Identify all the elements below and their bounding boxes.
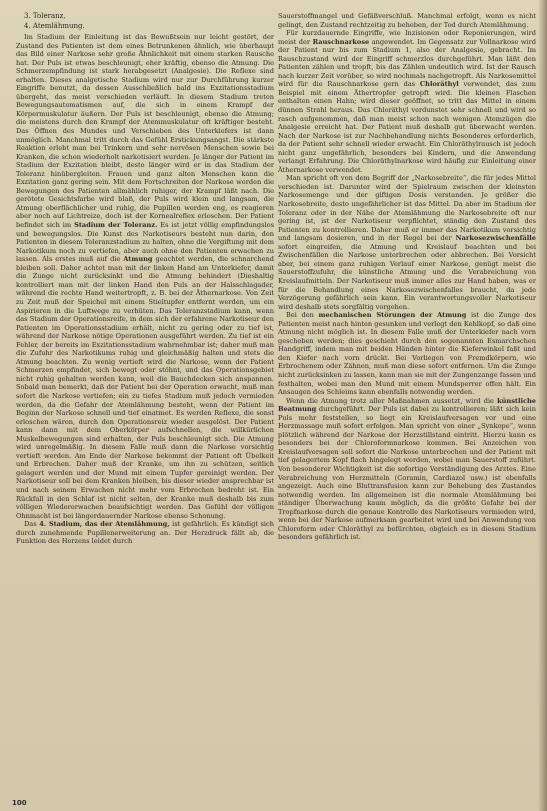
paragraph-rauschnarkose (278, 29, 536, 174)
right-column (278, 12, 536, 802)
term-synkope: „Synkope“, (477, 422, 516, 431)
emphasis-mechanische-stoerungen: mechanischen Störungen der Atmung (318, 311, 467, 320)
text-run: durchgeführt. Der Puls ist dabei zu kontrollieren; läßt sich kein Puls mehr feststellen, so liegt ein Kreislaufversagen vor und eine Herzmassage muß sofort erfolgen. Man spricht von einer (278, 405, 536, 431)
text-run: Wenn die Atmung trotz aller Maßnahmen aussetzt, wird die (286, 396, 494, 405)
emphasis-zwischenfaelle: Narkosezwischenfälle (455, 234, 536, 243)
text-run: angewendet. Im Gegensatz zur Vollnarkose wird der Patient nur bis zum Stadium 1, also der Analgesie, gebracht. Im Rauschzustand wird der Eingriff schmerzlos durchgeführt. Man läßt den Patienten zählen und tropft, bis das Zählen undeutlich wird. Ist der Rausch nach kurzer Zeit vorüber, so wird nochmals nachgetropft. Als Narkosemittel wird für die Rauschnarkose gern das (278, 37, 536, 89)
emphasis-stadium-atemlaehmung: 4. Stadium, das der Atemlähmung, (39, 520, 170, 529)
emphasis-atmung: Atmung (123, 255, 153, 264)
text-run: die für jedes Mittel verschieden ist. Darunter wird der Spielraum zwischen der kleinsten Narkosemenge und der giftigen Dosis verstanden. Je größer die Narkosebreite, desto ungefährlicher ist das Mittel. Da aber im Stadium der Toleranz oder in der Nähe der Atemlähmung die Narkosebreite oft nur gering ist, ist der Narkotiseur verpflichtet, ständig den Zustand des Patienten zu kontrollieren. Daher muß er immer das Narkotikum vorsichtig und langsam dosieren, und in der Regel bei der (278, 174, 536, 243)
text-run: Bei den (286, 311, 314, 320)
text-run: Es ist jetzt völlig empfindungslos und bewegungslos. Die Kunst des Narkotiseurs besteht nun darin, den Patienten in diesem Toleranzstadium zu halten, ohne die Vergiftung mit dem Narkotikum noch zu vertiefen, aber auch ohne den Patienten erwachen zu lassen. Als erstes muß auf die (16, 221, 274, 264)
text-run: Für kurzdauernde Eingriffe, wie Inzisionen oder Reponierungen, wird meist der (278, 29, 536, 46)
page-edge-shadow (538, 0, 547, 811)
text-run: Im Stadium der Einleitung ist das Bewußtsein nur leicht gestört, der Zustand des Patienten ist dem eines Betrunkenen ähnlich, wie überhaupt das Bild einer Narkose sehr große Ähnlichkeit mit einem starken Rausche hat. Der Puls ist etwas beschleunigt, eher kräftig, ebenso die Atmung. Die Schmerzempfindung ist stark herabgesetzt (Analgesie). Die Reflexe sind erhalten. Dieses analgetische Stadium wird nur zur Durchführung kurzer Eingriffe benutzt, da dessen Ausschließlich bald ins Exzitationsstadium übergeht, das meist verschieden verläuft. In diesem Stadium treten Bewegungsautomatismen auf, die sich in einem Krampf der Körpermuskulatur äußern. Der Puls ist beschleunigt, ebenso die Atmung; die meistens durch den Krampf der Atemmuskulatur oft kräftiger besteht. Das Öffnen des Mundes und Verschieben des Unterkiefers ist dann unmöglich. Manchmal tritt durch das Gefühl Erstickungsangst. Die stärkste Reaktion erlebt man bei Trinkern und sehr nervösen Menschen sowie bei Kranken, die schon wiederholt narkotisiert wurden. Je länger der Patient im Stadium der Exzitation bleibt, desto länger wird er in das Stadium der Toleranz hinübergleiten. Frauen und ganz alten Menschen kann die Exzitation ganz gering sein. Mit dem Fortschreiten der Narkose werden die Bewegungen des Patienten allmählich ruhiger, der Krampf läßt nach. Die gerötete Gesichtsfarbe wird blaß, der Puls wird klein und langsam, die Atmung oberflächlicher und ruhig, die Pupillen werden eng, es reagieren aber noch auf Lichtreize, doch ist der Kornealreflex erloschen. Der Patient befindet sich im (16, 33, 274, 230)
text-run: wenn plötzlich während der Narkose der Herzstillstand eintritt. Hierzu kann es besonders bei der Chloroformnarkose kommen. Bei Anzeichen von Kreislaufversagen soll sofort die Narkose unterbrochen und der Patient mit tief gelagertem Kopf flach hingelegt werden, wobei man Sauerstoff zuführt. Von besonderer Wichtigkeit ist die sofortige Verständigung des Arztes. Eine Verabreichung von Herzmitteln (Coramin, Cardiazol usw.) ist ebenfalls angezeigt. Auch eine Bluttransfusion kann zur Behebung des Zustandes notwendig werden. Im allgemeinen ist die normale Atemlähmung bei ständiger Überwachung kaum möglich, da die größte Gefahr bei der Tropfnarkose durch die genaue Kontrolle des Narkotiseurs vermieden wird, wenn bei der Narkose aufmerksam gearbeitet wird und bei Anwendung von Chloroform oder Chloräthyl zu befürchten, obgleich es in diesem Stadium besonders gefährlich ist. (278, 422, 536, 542)
heading-atemlaehmung: 4. Atemlähmung. (24, 22, 85, 30)
paragraph-atemlaehmung (16, 520, 274, 546)
paragraph-beatmung (278, 397, 536, 542)
paragraph-mechanische-stoerungen (278, 311, 536, 396)
paragraph-narkose-stadien (16, 33, 274, 520)
emphasis-beatmung: künstliche Beatmung (278, 396, 536, 414)
term-narkosebreite: „Narkosebreite“, (411, 174, 469, 183)
text-run: Das (24, 520, 37, 529)
text-run: ist die Zunge des Patienten meist nach hinten gesunken und verlegt den Kehlkopf, so daß eine Atmung nicht möglich ist. In diesem Falle muß der Unterkiefer nach vorn geschoben werden; dies geschieht durch den sogenannten Esmarchschen Handgriff, indem man mit beiden Händen hinter die Kieferwinkel faßt und den Kiefer nach vorn drückt. Bei Vorliegen von Fremdkörpern, wie Erbrochenem oder Zähnen, muß man diese sofort entfernen. Um die Zunge nicht zurücksinken zu lassen, kann man sie mit der Zungenzange fassen und festhalten, wobei man den Mund mit einem Mundsperrer offen hält. Ein Ansaugen des Schleims kann ebenfalls notwendig werden. (278, 311, 536, 397)
paragraph-narkosebreite (278, 174, 536, 311)
left-column (16, 12, 274, 794)
text-run: geachtet werden, die schnarchend bleiben soll. Daher achtet man mit der linken Hand am Unterkiefer, damit die Zunge nicht zurücksinkt und die Atmung behindert (Dieshaltig kontrolliert man mit der linken Hand den Puls an der Halsschlagader, während die rechte Hand weitertropft, z. B. bei der Äthernarkose. Von Zeit zu Zeit muß der Speichel mit einem Stieltupfer entfernt werden, um ein Aspirieren in die Luftwege zu verhüten. Das Toleranzstadium kann, wenn das Stadium der Operationsreife, in dem sich der erfahrene Narkotiseur den Patienten im Operationsstadium erhält, nicht zu gering oder zu tief ist, während der Narkose nötige Operationen ausgeführt werden. Zu tief ist ein Fehler, der bereits im Exzitationsstadium wahrnehmbar ist; daher muß man die Zufuhr des Narkotikums ruhig und gleichmäßig halten und stets die Atmung beachten. Zu wenig vertieft wird die Narkose, wenn der Patient Schmerzen empfindet, sich bewegt oder stöhnt, und das Operationsgebiet nicht ruhig gehalten werden kann, weil die Bauchdecken sich anspannen. Sobald man bemerkt, daß der Patient bei der Operation erwacht, muß man sofort die Narkose vertiefen; ein zu tiefes Stadium muß jedoch vermieden werden, da die Gefahr der Atemlähmung besteht, wenn der Patient im Beginn der Narkose schnell und tief einatmet. Es werden Reflexe, die sonst erloschen wären, durch den Operationsreiz wieder ausgelöst. Der Patient kann dann mit dem Oberkörper aufschnellen, die willkürlichen Muskelbewegungen sind erhalten, der Puls beschleunigt sich. Die Atmung wird unregelmäßig. In diesem Falle muß dann die Narkose vorsichtig vertieft werden. Am Ende der Narkose bekommt der Patient oft Übelkeit und Erbrechen. Daher muß der Kranke, um ihn zu schützen, seitlich gelagert werden und der Mund mit einem Tupfer gereinigt werden. Der Narkotiseur soll bei dem Kranken bleiben, bis dieser wieder ansprechbar ist und nach seinem Erwachen nicht mehr vom Erbrechen bedroht ist. Ein Rückfall in den Schlaf ist nicht selten, der Kranke muß deshalb bis zum völligen Wiedererwachen beaufsichtigt werden. Das Gefühl der völligen Ohnmacht ist bei längerdauernder Narkose ebenso Schonung. (16, 255, 274, 520)
text-run: Man spricht oft von dem Begriff der (286, 174, 409, 183)
emphasis-rauschnarkose: Rauschnarkose (312, 37, 370, 46)
emphasis-stadium-toleranz: Stadium der Toleranz. (74, 221, 158, 230)
paragraph-continuation: Sauerstoffmangel und Gefäßverschluß. Manchmal erfolgt, wenn es nicht gelingt, den Zustand rechtzeitig zu beheben, der Tod durch Atemlähmung. (278, 12, 536, 29)
heading-toleranz: 3. Toleranz, (24, 12, 66, 20)
text-run: sofort eingreifen, die Atmung und Kreislauf beachten und bei Zwischenfällen die Narkose unterbrechen oder abbrechen. Bei Vorsicht aber, bei einem ganz ruhigen Verlauf einer Narkose, genügt meist die Sauerstoffzufuhr, die künstliche Atmung und die Verabreichung von Kreislaufmitteln. Der Narkotiseur muß immer alles zur Hand haben, was er für die Behandlung eines Narkosezwischenfalles braucht, da jede Verzögerung gefährlich sein kann. Ein verantwortungsvoller Narkotiseur wird deshalb stets sorgfältig vorgehen. (278, 242, 536, 311)
text-run: ist gefährlich. Es kündigt sich durch zunehmende Pupillenerweiterung an. Der Herzdruck fällt ab, die Funktion des Herzens leidet durch (16, 520, 274, 546)
text-run: verwendet, das zum Beispiel mit einem Äthertropfer getropft wird. Die kleinen Flaschen enthalten einen Hahn; wird dieser geöffnet, so tritt das Mittel in einem dünnen Strahl heraus. Das Chloräthyl verdunstet sehr schnell und wird so rasch aufgenommen, daß man meist schon nach wenigen Atemzügen die Analgesie erreicht hat. Der Patient muß deshalb gut überwacht werden. Nach der Narkose ist zur Nachbehandlung nichts Besonderes erforderlich, da der Patient sehr schnell wieder erwacht. Ein Chloräthylrausch ist jedoch nicht ganz ungefährlich, besonders bei Kindern, und die Anwendung verlangt Erfahrung. Die Chloräthylnarkose wird häufig zur Einleitung einer Äthernarkose verwendet. (278, 80, 536, 174)
page-number: 100 (12, 799, 27, 807)
emphasis-chloraethyl: Chloräthyl (419, 80, 459, 89)
